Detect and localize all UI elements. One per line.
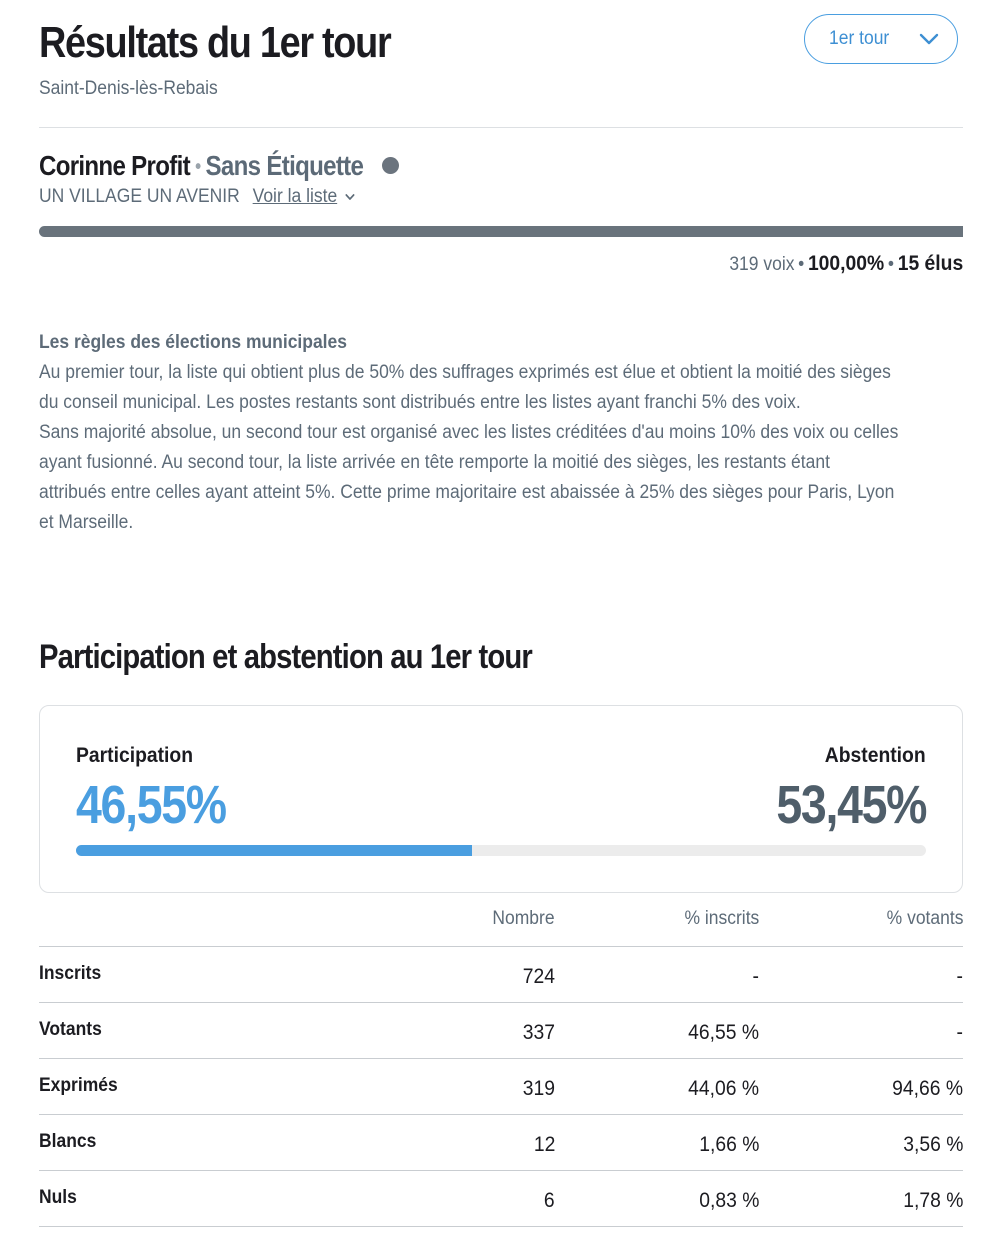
abstention-value: 53,45%: [776, 775, 926, 835]
participation-bar-fill: [76, 845, 472, 856]
row-label: Blancs: [39, 1131, 97, 1152]
candidate-name: Corinne Profit: [39, 150, 190, 181]
table-header: [39, 893, 963, 947]
results-header: [39, 0, 963, 128]
round-select[interactable]: [804, 14, 958, 64]
page-title: Résultats du 1er tour: [39, 18, 391, 67]
cell-pct-inscrits: 1,66 %: [698, 1133, 759, 1156]
rules-text-line: attribués entre celles ayant atteint 5%. Cette prime majoritaire est abaissée à 25% des sièges pour Paris, Lyon: [39, 482, 895, 503]
table-row: [39, 1171, 963, 1227]
candidate-party: Sans Étiquette: [205, 150, 364, 181]
participation-label: Participation: [76, 744, 194, 767]
rules-title: Les règles des élections municipales: [39, 332, 347, 353]
column-header-pct-inscrits: % inscrits: [684, 908, 759, 929]
table-row: [39, 1115, 963, 1171]
view-list-link[interactable]: Voir la liste: [252, 186, 338, 207]
participation-value: 46,55%: [76, 775, 226, 835]
stats-separator: •: [797, 254, 805, 275]
stats-separator: •: [887, 254, 894, 275]
candidate-stats: [729, 252, 963, 276]
cell-pct-votants: 1,78 %: [902, 1189, 963, 1212]
rules-text-line: Au premier tour, la liste qui obtient plus de 50% des suffrages exprimés est élue et obtient la moitié des sièges: [39, 362, 891, 383]
candidate-percent: 100,00%: [807, 252, 884, 275]
chevron-down-icon: [919, 32, 939, 46]
cell-pct-inscrits: 0,83 %: [698, 1189, 759, 1212]
cell-nombre: 337: [522, 1021, 555, 1044]
candidate-line: [39, 150, 363, 182]
commune-name: Saint-Denis-lès-Rebais: [39, 78, 218, 99]
row-label: Inscrits: [39, 963, 102, 984]
cell-nombre: 724: [522, 965, 555, 988]
candidate-separator: •: [195, 156, 201, 179]
results-page: [39, 0, 963, 1212]
candidate-result: [39, 128, 963, 308]
table-row: [39, 947, 963, 1003]
table-body: [39, 947, 963, 1227]
cell-pct-votants: 3,56 %: [902, 1133, 963, 1156]
cell-pct-votants: -: [956, 965, 963, 988]
cell-pct-votants: 94,66 %: [892, 1077, 963, 1100]
participation-table: [39, 893, 963, 1227]
participation-card: [39, 705, 963, 893]
party-color-dot: [382, 157, 399, 174]
abstention-label: Abstention: [825, 744, 926, 767]
candidate-seats: 15 élus: [897, 252, 963, 275]
row-label: Votants: [39, 1019, 102, 1040]
row-label: Nuls: [39, 1187, 77, 1208]
cell-pct-inscrits: 44,06 %: [688, 1077, 759, 1100]
chevron-down-icon[interactable]: [345, 193, 356, 201]
participation-title: Participation et abstention au 1er tour: [39, 638, 532, 676]
cell-nombre: 319: [522, 1077, 555, 1100]
cell-pct-inscrits: -: [752, 965, 759, 988]
candidate-votes: 319 voix: [729, 254, 795, 275]
round-select-label: 1er tour: [829, 28, 890, 49]
table-row: [39, 1003, 963, 1059]
rules-text-line: Sans majorité absolue, un second tour est organisé avec les listes créditées d'au moins 10% des voix ou celles: [39, 422, 899, 443]
election-rules: [39, 328, 963, 538]
cell-pct-votants: -: [956, 1021, 963, 1044]
rules-text-line: et Marseille.: [39, 512, 134, 533]
list-name: UN VILLAGE UN AVENIR: [39, 186, 240, 207]
cell-nombre: 12: [533, 1133, 555, 1156]
list-line: [39, 186, 356, 208]
candidate-score-bar-fill: [39, 226, 963, 237]
rules-text-line: ayant fusionné. Au second tour, la liste arrivée en tête remporte la moitié des sièges, les restants étant: [39, 452, 830, 473]
participation-bar: [76, 845, 926, 856]
table-row: [39, 1059, 963, 1115]
row-label: Exprimés: [39, 1075, 118, 1096]
cell-pct-inscrits: 46,55 %: [688, 1021, 759, 1044]
cell-nombre: 6: [544, 1189, 555, 1212]
column-header-pct-votants: % votants: [886, 908, 963, 929]
candidate-score-bar: [39, 226, 963, 237]
column-header-nombre: Nombre: [492, 908, 555, 929]
rules-text-line: du conseil municipal. Les postes restants sont distribués entre les listes ayant franchi 5% des voix.: [39, 392, 801, 413]
